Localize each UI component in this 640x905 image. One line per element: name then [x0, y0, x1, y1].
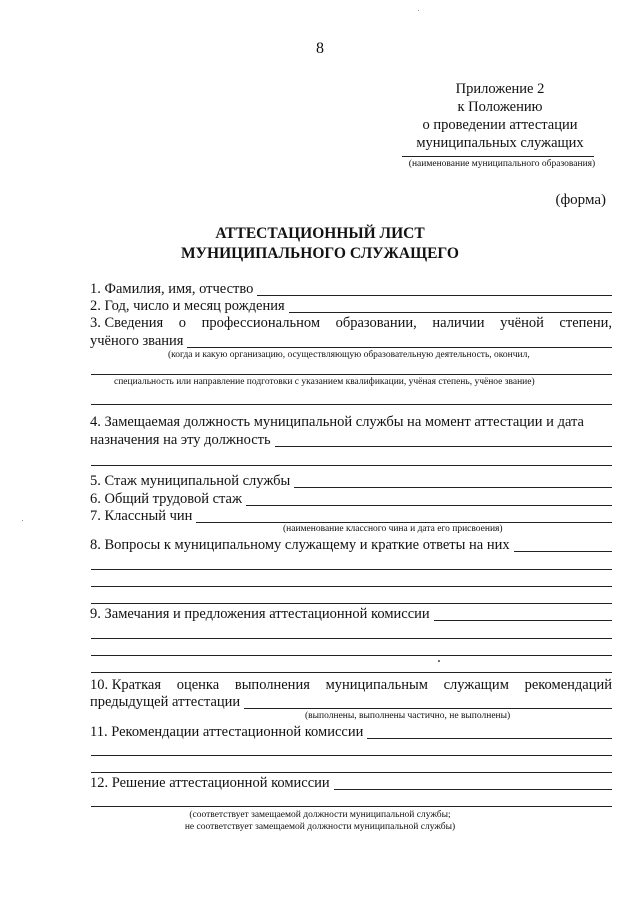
position-blank[interactable] — [275, 446, 612, 447]
class-rank-caption: (наименование классного чина и дата его присвоения) — [283, 524, 503, 534]
appendix-header — [385, 80, 615, 152]
field-label: 1. Фамилия, имя, отчество — [90, 281, 254, 297]
appendix-line: Приложение 2 — [455, 81, 545, 97]
field-commission-decision — [90, 775, 612, 792]
field-education-line1 — [90, 315, 612, 332]
field-label: 2. Год, число и месяц рождения — [90, 298, 285, 314]
field-position-line2 — [90, 432, 612, 449]
appendix-line: о проведении аттестации — [422, 117, 578, 133]
field-label: 8. Вопросы к муниципальному служащему и краткие ответы на них — [90, 537, 510, 553]
commission-decision-blank[interactable] — [334, 789, 612, 790]
remarks-blank-line[interactable] — [91, 672, 612, 673]
field-word: наличии — [432, 315, 485, 331]
field-position-line1 — [90, 414, 612, 431]
class-rank-blank[interactable] — [196, 522, 612, 523]
field-label: предыдущей аттестации — [90, 694, 241, 710]
previous-recommendations-caption: (выполнены, выполнены частично, не выполнены) — [305, 711, 511, 721]
page-number: 8 — [316, 40, 324, 57]
field-word: о — [178, 315, 187, 331]
field-label: 6. Общий трудовой стаж — [90, 491, 242, 507]
field-word: 10. Краткая — [90, 677, 161, 693]
birth-date-blank[interactable] — [289, 312, 612, 313]
full-name-blank[interactable] — [257, 295, 612, 296]
questions-blank-line[interactable] — [91, 569, 612, 570]
municipality-caption: (наименование муниципального образования) — [408, 159, 596, 169]
education-blank[interactable] — [187, 347, 612, 348]
field-word: учёной — [500, 315, 544, 331]
education-caption-2: специальность или направление подготовки с указанием квалификации, учёная степень, учёное звание) — [114, 377, 535, 387]
field-label: 5. Стаж муниципальной службы — [90, 473, 291, 489]
field-label: 11. Рекомендации аттестационной комиссии — [90, 724, 364, 740]
position-blank-line[interactable] — [91, 465, 612, 466]
commission-recommendations-blank[interactable] — [367, 738, 612, 739]
field-label: назначения на эту должность — [90, 432, 271, 448]
form-label: (форма) — [555, 192, 606, 208]
field-class-rank — [90, 508, 612, 525]
remarks-blank-line[interactable] — [91, 655, 612, 656]
questions-blank[interactable] — [514, 551, 612, 552]
field-previous-recommendations-line2 — [90, 694, 612, 711]
field-education-line2 — [90, 333, 612, 350]
field-total-work-length — [90, 491, 612, 508]
field-word: служащим — [443, 677, 509, 693]
education-blank-line[interactable] — [91, 404, 612, 405]
field-label: 9. Замечания и предложения аттестационной комиссии — [90, 606, 430, 622]
field-label: учёного звания — [90, 333, 184, 349]
appendix-line: к Положению — [457, 99, 543, 115]
remarks-blank[interactable] — [434, 620, 612, 621]
commission-decision-blank-line[interactable] — [91, 806, 612, 807]
document-title: АТТЕСТАЦИОННЫЙ ЛИСТ — [215, 225, 425, 242]
field-word: образовании, — [335, 315, 417, 331]
field-word: рекомендаций — [524, 677, 612, 693]
field-municipal-service-length — [90, 473, 612, 490]
education-blank-line[interactable] — [91, 374, 612, 375]
commission-recommendations-blank-line[interactable] — [91, 772, 612, 773]
field-birth-date — [90, 298, 612, 315]
remarks-blank-line[interactable] — [91, 638, 612, 639]
field-word: оценка — [176, 677, 220, 693]
municipal-service-blank[interactable] — [294, 487, 612, 488]
commission-decision-caption-1: (соответствует замещаемой должности муниципальной службы; — [189, 810, 451, 820]
scan-speck — [418, 10, 419, 11]
scan-speck — [22, 520, 23, 521]
field-label: 4. Замещаемая должность муниципальной службы на момент аттестации и дата — [90, 414, 584, 430]
field-commission-recommendations — [90, 724, 612, 741]
field-word: 3. Сведения — [90, 315, 164, 331]
total-work-blank[interactable] — [246, 505, 612, 506]
scan-speck — [438, 660, 440, 662]
field-previous-recommendations-line1 — [90, 677, 612, 694]
field-word: профессиональном — [201, 315, 321, 331]
field-full-name — [90, 281, 612, 298]
document-subtitle: МУНИЦИПАЛЬНОГО СЛУЖАЩЕГО — [181, 245, 459, 262]
education-caption-1: (когда и какую организацию, осуществляющую образовательную деятельность, окончил, — [168, 350, 530, 360]
field-word: степени, — [559, 315, 612, 331]
commission-recommendations-blank-line[interactable] — [91, 755, 612, 756]
commission-decision-caption-2: не соответствует замещаемой должности муниципальной службы) — [184, 822, 456, 832]
previous-recommendations-blank[interactable] — [244, 708, 612, 709]
appendix-line: муниципальных служащих — [416, 135, 584, 151]
field-questions — [90, 537, 612, 554]
field-word: выполнения — [234, 677, 310, 693]
field-label: 12. Решение аттестационной комиссии — [90, 775, 330, 791]
field-label: 7. Классный чин — [90, 508, 193, 524]
questions-blank-line[interactable] — [91, 603, 612, 604]
municipality-blank-line[interactable] — [402, 156, 594, 157]
field-remarks — [90, 606, 612, 623]
questions-blank-line[interactable] — [91, 586, 612, 587]
field-word: муниципальным — [325, 677, 428, 693]
